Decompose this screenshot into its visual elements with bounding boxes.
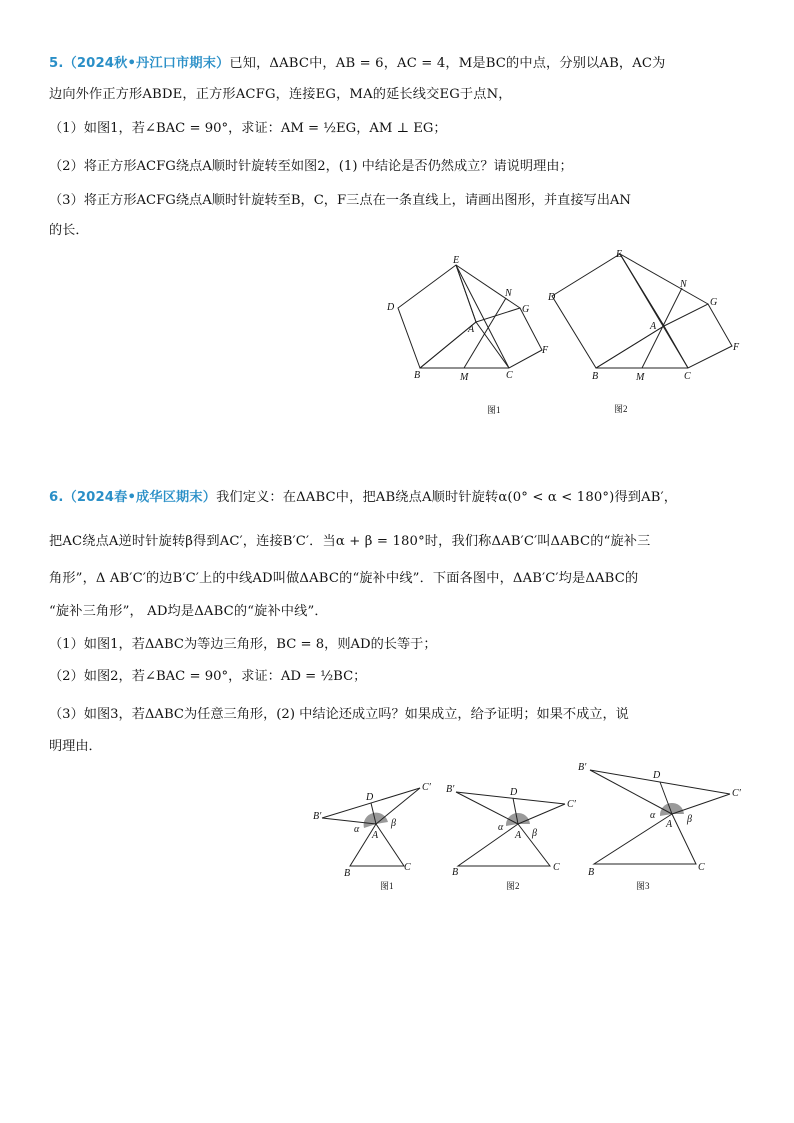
segment-acp-fig3: [672, 794, 730, 814]
q5-heading: 5.（2024秋•丹江口市期末）: [49, 56, 230, 71]
q6-part3-line2: 明理由．: [49, 739, 102, 754]
label-e-fig2: E: [616, 250, 623, 260]
label-d-fig1: D: [387, 302, 395, 313]
label-f-fig2: F: [733, 342, 740, 353]
label-cp-fig2: C′: [567, 799, 576, 810]
segment-ec-fig1: [456, 265, 509, 368]
q5-line1: [49, 55, 666, 73]
q5-part3-line1: （3）将正方形ACFG绕点A顺时针旋转至B，C，F三点在一条直线上，请画出图形，并直接写出AN: [49, 193, 631, 208]
q5-figures: [370, 250, 760, 425]
q6-text-line3: 角形”，Δ AB′C′的边B′C′上的中线AD叫做ΔABC的“旋补中线”．下面各图中，ΔAB′C′均是ΔABC的: [49, 571, 639, 586]
label-c-fig2: C: [553, 862, 560, 873]
label-c-fig1: C: [506, 370, 513, 381]
label-beta-fig3: β: [687, 814, 692, 825]
segment-ec-fig2: [620, 254, 688, 368]
segment-ae-fig1: [456, 265, 476, 322]
q6-figure-3: [578, 762, 742, 891]
triangle-abc-fig3: [594, 814, 696, 864]
square-acfg-fig1: [476, 308, 542, 368]
label-g-fig2: G: [710, 297, 718, 308]
q6-text-line1: 我们定义：在ΔABC中，把AB绕点A顺时针旋转α(0° < α < 180°)得到AB′，: [216, 490, 678, 505]
q6-part1: （1）如图1，若ΔABC为等边三角形，BC = 8，则AD的长等于；: [49, 637, 437, 652]
segment-abp-fig2: [456, 792, 518, 824]
q5-part2: （2）将正方形ACFG绕点A顺时针旋转至如图2，(1) 中结论是否仍然成立？请说明理由；: [49, 159, 573, 174]
label-cp-fig1: C′: [422, 782, 431, 793]
q6-part3-line1: （3）如图3，若ΔABC为任意三角形，(2) 中结论还成立吗？如果成立，给予证明；如果不成立，说: [49, 707, 629, 722]
label-c-fig1: C: [404, 862, 411, 873]
segment-eg-fig1: [456, 265, 520, 308]
label-n-fig2: N: [680, 279, 687, 290]
q5-figure-1: [386, 255, 549, 415]
label-bp-fig2: B′: [446, 784, 455, 795]
segment-eg-fig2: [620, 254, 708, 304]
label-c-fig2: C: [684, 371, 691, 382]
label-alpha-fig1: α: [354, 824, 360, 835]
q5-text-line1: 已知，ΔABC中，AB = 6，AC = 4，M是BC的中点，分别以AB，AC为: [229, 56, 666, 71]
label-b-fig1: B: [344, 868, 351, 879]
square-abde-fig2: [552, 254, 664, 368]
square-acfg-fig2: [664, 304, 732, 368]
q6-text-line4: “旋补三角形”， AD均是ΔABC的“旋补中线”．: [49, 604, 328, 619]
q5-part3-line2: 的长．: [49, 223, 89, 238]
label-b-fig3: B: [588, 867, 595, 878]
q5-fig1-caption: 图1: [487, 405, 501, 415]
label-n-fig1: N: [505, 288, 512, 299]
q6-figures: [310, 758, 760, 898]
label-cp-fig3: C′: [732, 788, 741, 799]
label-b-fig2: B: [592, 371, 599, 382]
label-alpha-fig2: α: [498, 822, 504, 833]
label-beta-fig1: β: [391, 818, 396, 829]
q6-fig3-caption: 图3: [636, 881, 650, 891]
label-d-fig2: D: [510, 787, 518, 798]
q5-figure-2: [547, 250, 740, 414]
label-bp-fig1: B′: [313, 811, 322, 822]
label-a-fig1: A: [468, 324, 475, 335]
q6-figure-1: [313, 782, 432, 891]
label-d-fig3: D: [653, 770, 661, 781]
label-g-fig1: G: [522, 304, 530, 315]
segment-acp-fig1: [376, 788, 420, 824]
segment-acp-fig2: [518, 804, 565, 824]
q6-line1: [49, 489, 677, 507]
label-f-fig1: F: [542, 345, 549, 356]
q5-text-line2: 边向外作正方形ABDE，正方形ACFG，连接EG，MA的延长线交EG于点N，: [49, 87, 512, 102]
q6-part2: （2）如图2，若∠BAC = 90°，求证：AD = ½BC；: [49, 669, 367, 684]
label-e-fig1: E: [453, 255, 460, 266]
label-c-fig3: C: [698, 862, 705, 873]
q6-text-line2: 把AC绕点A逆时针旋转β得到AC′，连接B′C′．当α + β = 180°时，我们称ΔAB′C′叫ΔABC的“旋补三: [49, 534, 651, 549]
label-bp-fig3: B′: [578, 762, 587, 773]
segment-ab-fig2: [596, 326, 664, 368]
label-a-fig1: A: [372, 830, 379, 841]
q5-part1: （1）如图1，若∠BAC = 90°，求证：AM = ½EG，AM ⊥ EG；: [49, 121, 447, 136]
angle-arcs-fig1: [364, 813, 388, 828]
label-beta-fig2: β: [532, 828, 537, 839]
label-a-fig2: A: [515, 830, 522, 841]
label-b-fig2: B: [452, 867, 459, 878]
label-m-fig1: M: [460, 372, 469, 383]
q6-figure-2: [446, 784, 577, 891]
q5-fig2-caption: 图2: [614, 404, 628, 414]
q6-heading: 6.（2024春•成华区期末）: [49, 490, 217, 505]
label-d-fig2: D: [548, 292, 556, 303]
q6-fig1-caption: 图1: [380, 881, 394, 891]
label-a-fig2: A: [650, 321, 657, 332]
label-alpha-fig3: α: [650, 810, 656, 821]
q6-fig2-caption: 图2: [506, 881, 520, 891]
label-d-fig1: D: [366, 792, 374, 803]
label-a-fig3: A: [666, 819, 673, 830]
label-b-fig1: B: [414, 370, 421, 381]
label-m-fig2: M: [636, 372, 645, 383]
